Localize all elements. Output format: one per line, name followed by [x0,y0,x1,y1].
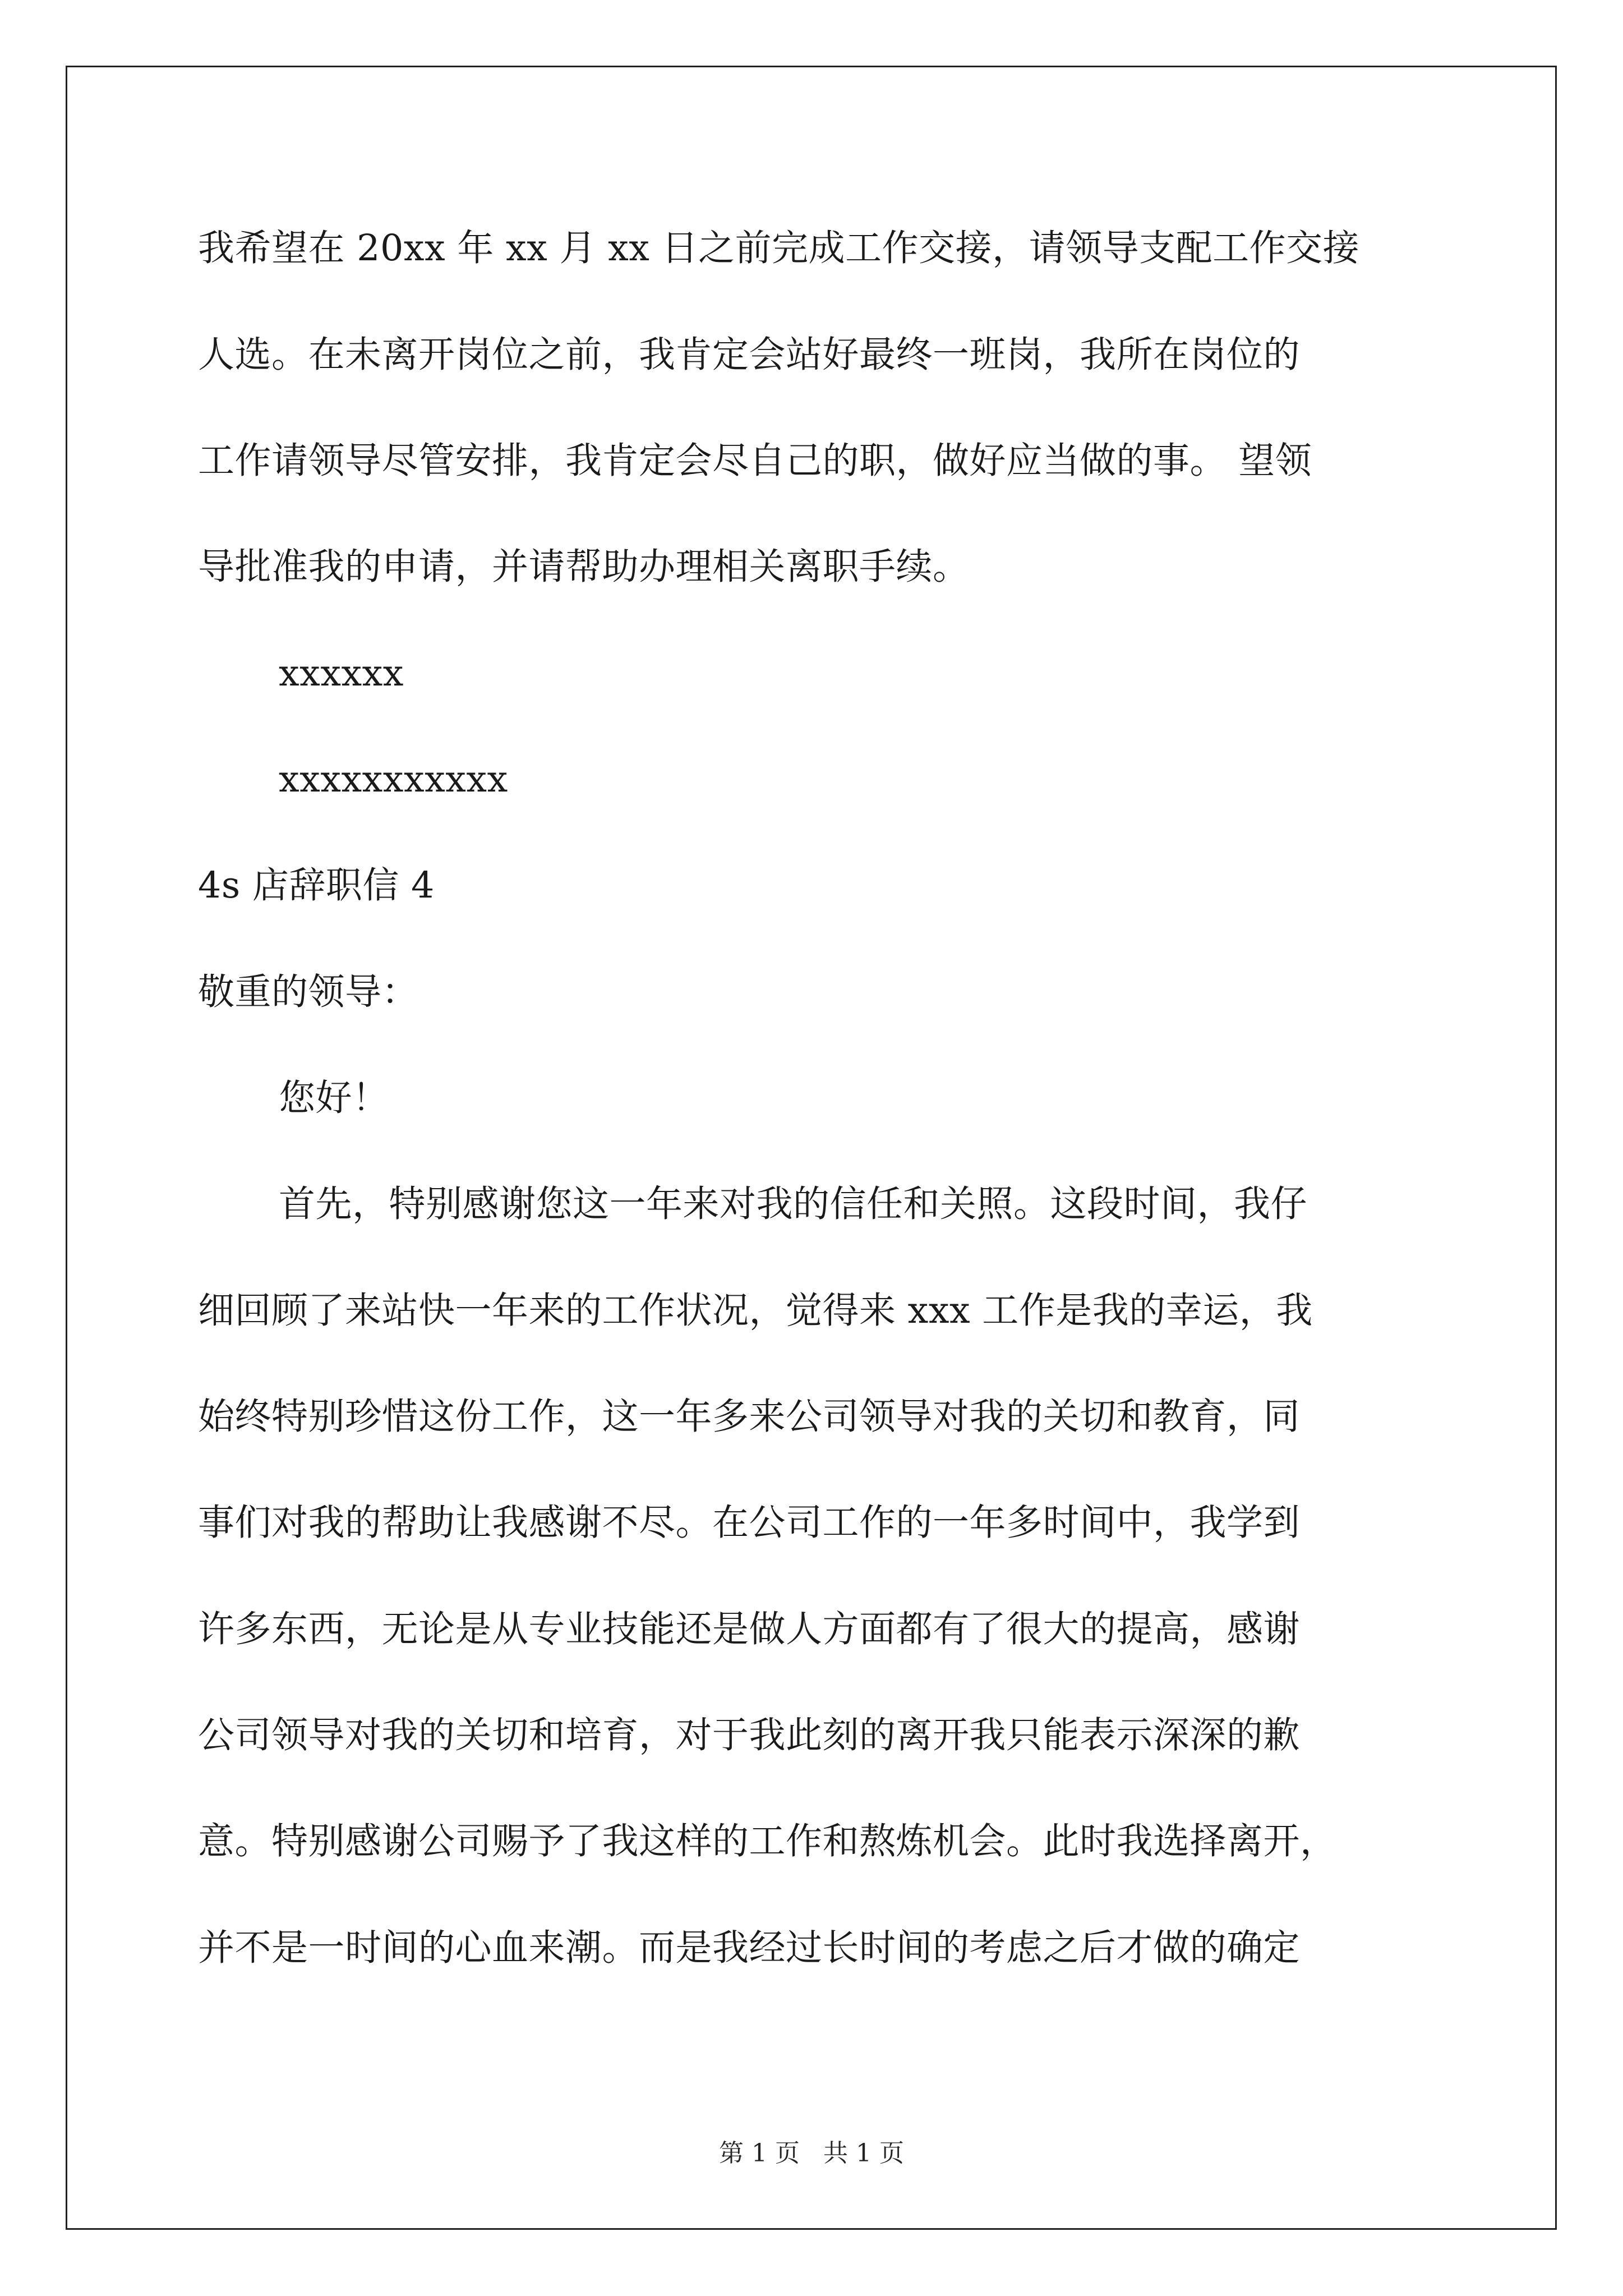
page-number-footer: 第 1 页 共 1 页 [719,2139,904,2168]
page-border [66,66,1557,2230]
body-line-7: 始终特别珍惜这份工作，这一年多来公司领导对我的关切和教育，同 [198,1396,1301,1438]
body-line-9: 许多东西，无论是从专业技能还是做人方面都有了很大的提高，感谢 [198,1608,1301,1650]
body-line-4: 导批准我的申请，并请帮助办理相关离职手续。 [198,546,970,588]
body-line-6: 细回顾了来站快一年来的工作状况，觉得来 xxx 工作是我的幸运，我 [198,1290,1313,1332]
body-line-12: 并不是一时间的心血来潮。而是我经过长时间的考虑之后才做的确定 [198,1927,1301,1969]
body-line-1: 我希望在 20xx 年 xx 月 xx 日之前完成工作交接，请领导支配工作交接 [198,227,1360,269]
salutation: 敬重的领导： [198,971,419,1013]
body-line-10: 公司领导对我的关切和培育，对于我此刻的离开我只能表示深深的歉 [198,1714,1301,1756]
body-line-5: 首先，特别感谢您这一年来对我的信任和关照。这段时间，我仔 [279,1183,1308,1225]
section-heading: 4s 店辞职信 4 [198,864,435,907]
body-line-3: 工作请领导尽管安排，我肯定会尽自己的职，做好应当做的事。 望领 [198,440,1312,482]
body-line-11: 意。特别感谢公司赐予了我这样的工作和熬炼机会。此时我选择离开， [198,1820,1337,1862]
signature-name: xxxxxx [279,652,404,694]
body-line-8: 事们对我的帮助让我感谢不尽。在公司工作的一年多时间中，我学到 [198,1502,1301,1544]
signature-date: xxxxxxxxxxx [279,758,508,800]
greeting: 您好！ [279,1077,389,1119]
body-line-2: 人选。在未离开岗位之前，我肯定会站好最终一班岗，我所在岗位的 [198,334,1301,376]
